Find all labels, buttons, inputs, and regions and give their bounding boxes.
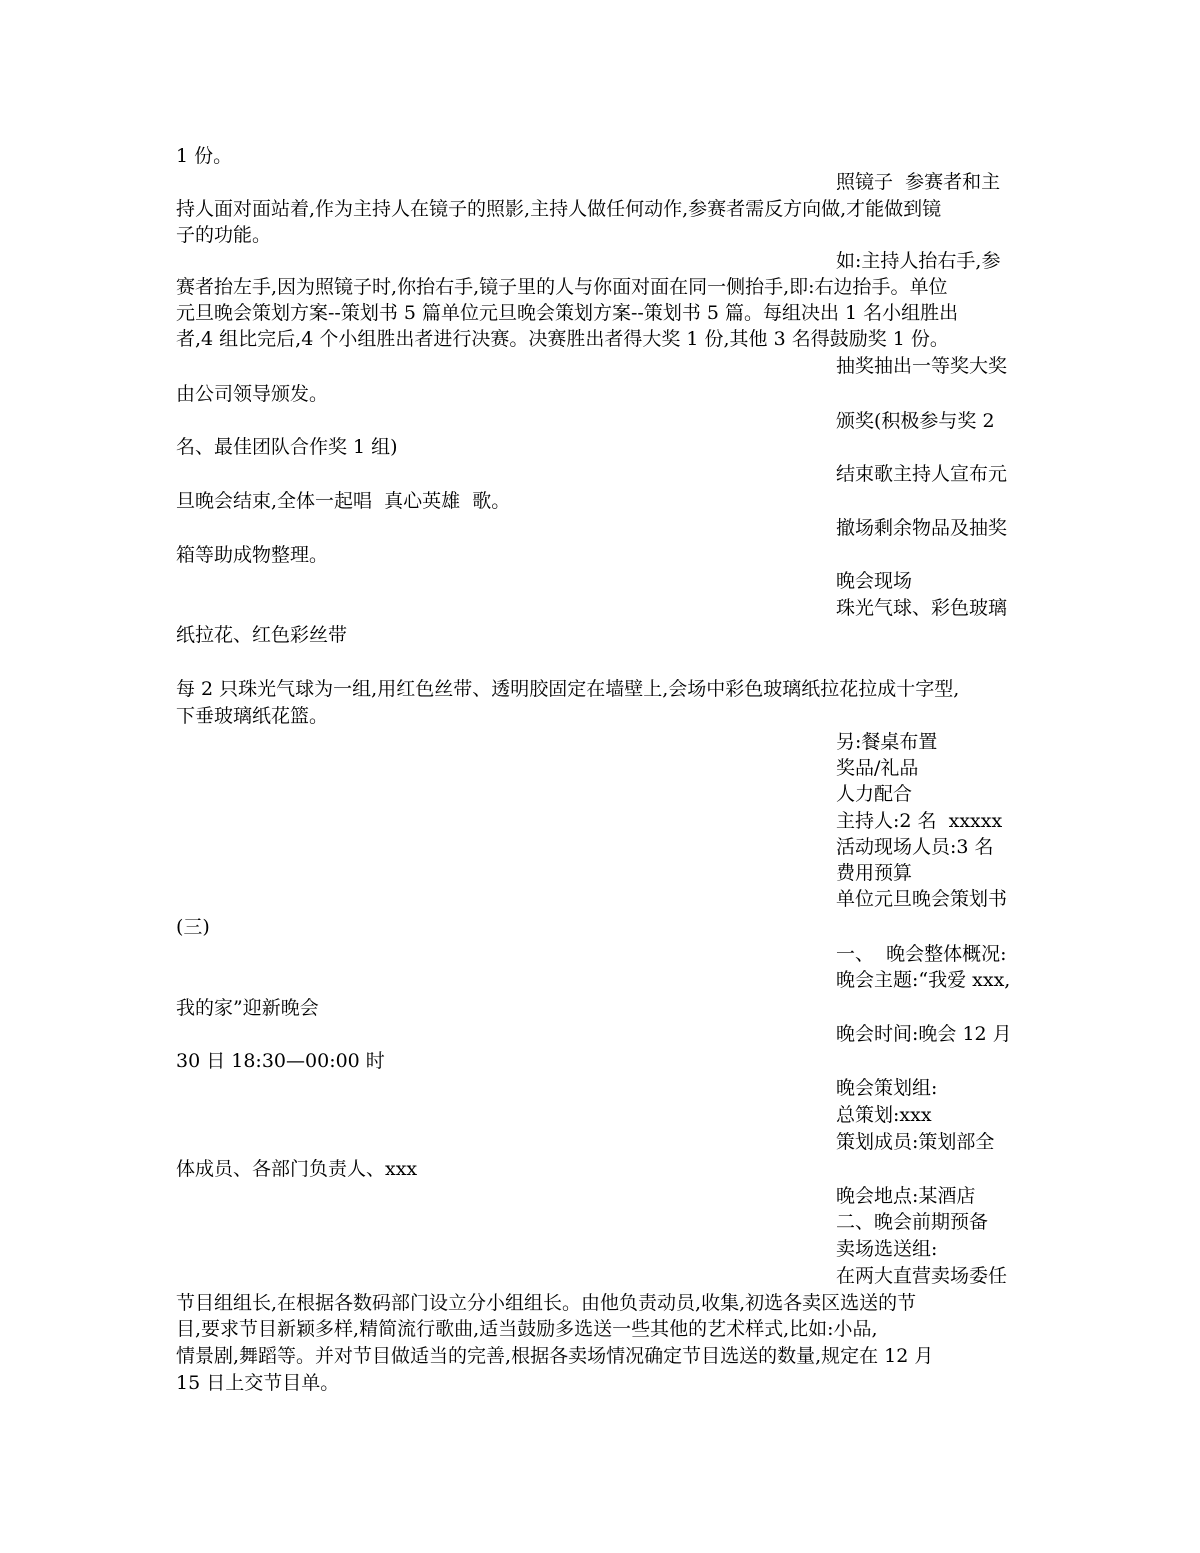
text-line: 在两大直营卖场委任 bbox=[836, 1265, 1008, 1287]
text-line: 节目组组长,在根据各数码部门设立分小组组长。由他负责动员,收集,初选各卖区选送的节 bbox=[176, 1292, 917, 1314]
text-line: 情景剧,舞蹈等。并对节目做适当的完善,根据各卖场情况确定节目选送的数量,规定在 12 月 bbox=[176, 1345, 934, 1367]
text-line: (三) bbox=[176, 916, 210, 938]
text-line: 下垂玻璃纸花篮。 bbox=[176, 705, 329, 727]
text-line: 珠光气球、彩色玻璃 bbox=[836, 597, 1008, 619]
text-line: 元旦晚会策划方案--策划书 5 篇单位元旦晚会策划方案--策划书 5 篇。每组决出 1 名小组胜出 bbox=[176, 302, 959, 324]
text-line: 颁奖(积极参与奖 2 bbox=[836, 410, 995, 432]
text-line: 晚会现场 bbox=[836, 570, 913, 592]
text-line: 赛者抬左手,因为照镜子时,你抬右手,镜子里的人与你面对面在同一侧抬手,即:右边抬手。单位 bbox=[176, 276, 948, 298]
text-line: 者,4 组比完后,4 个小组胜出者进行决赛。决赛胜出者得大奖 1 份,其他 3 名得鼓励奖 1 份。 bbox=[176, 328, 949, 350]
text-line: 箱等助成物整理。 bbox=[176, 544, 329, 566]
text-line: 体成员、各部门负责人、xxx bbox=[176, 1158, 418, 1180]
text-line: 晚会主题:“我爱 xxx, bbox=[836, 969, 1011, 991]
text-line: 二、晚会前期预备 bbox=[836, 1211, 989, 1233]
text-line: 主持人:2 名 xxxxx bbox=[836, 810, 1003, 832]
text-line: 30 日 18:30—00:00 时 bbox=[176, 1050, 385, 1072]
text-line: 晚会策划组: bbox=[836, 1077, 938, 1099]
text-line: 策划成员:策划部全 bbox=[836, 1131, 995, 1153]
text-line: 抽奖抽出一等奖大奖 bbox=[836, 355, 1008, 377]
text-line: 奖品/礼品 bbox=[836, 757, 919, 779]
text-line: 纸拉花、红色彩丝带 bbox=[176, 624, 348, 646]
text-line: 子的功能。 bbox=[176, 224, 272, 246]
text-line: 总策划:xxx bbox=[836, 1104, 932, 1126]
text-line: 1 份。 bbox=[176, 145, 233, 167]
text-line: 结束歌主持人宣布元 bbox=[836, 463, 1008, 485]
text-line: 另:餐桌布置 bbox=[836, 731, 938, 753]
text-line: 旦晚会结束,全体一起唱 真心英雄 歌。 bbox=[176, 490, 511, 512]
text-line: 每 2 只珠光气球为一组,用红色丝带、透明胶固定在墙壁上,会场中彩色玻璃纸拉花拉成十字型, bbox=[176, 678, 960, 700]
text-line: 单位元旦晚会策划书 bbox=[836, 888, 1008, 910]
text-line: 15 日上交节目单。 bbox=[176, 1372, 340, 1394]
text-line: 我的家”迎新晚会 bbox=[176, 997, 319, 1019]
text-line: 费用预算 bbox=[836, 862, 913, 884]
text-line: 晚会时间:晚会 12 月 bbox=[836, 1023, 1012, 1045]
text-line: 撤场剩余物品及抽奖 bbox=[836, 517, 1008, 539]
text-line: 目,要求节目新颖多样,精简流行歌曲,适当鼓励多选送一些其他的艺术样式,比如:小品, bbox=[176, 1318, 878, 1340]
text-line: 活动现场人员:3 名 bbox=[836, 836, 994, 858]
text-line: 一、 晚会整体概况: bbox=[836, 943, 1007, 965]
text-line: 由公司领导颁发。 bbox=[176, 383, 329, 405]
text-line: 名、最佳团队合作奖 1 组) bbox=[176, 436, 398, 458]
text-line: 人力配合 bbox=[836, 783, 913, 805]
text-line: 持人面对面站着,作为主持人在镜子的照影,主持人做任何动作,参赛者需反方向做,才能做到镜 bbox=[176, 198, 942, 220]
text-line: 晚会地点:某酒店 bbox=[836, 1185, 976, 1207]
text-line: 照镜子 参赛者和主 bbox=[836, 171, 1001, 193]
text-line: 如:主持人抬右手,参 bbox=[836, 250, 1001, 272]
text-line: 卖场选送组: bbox=[836, 1238, 938, 1260]
